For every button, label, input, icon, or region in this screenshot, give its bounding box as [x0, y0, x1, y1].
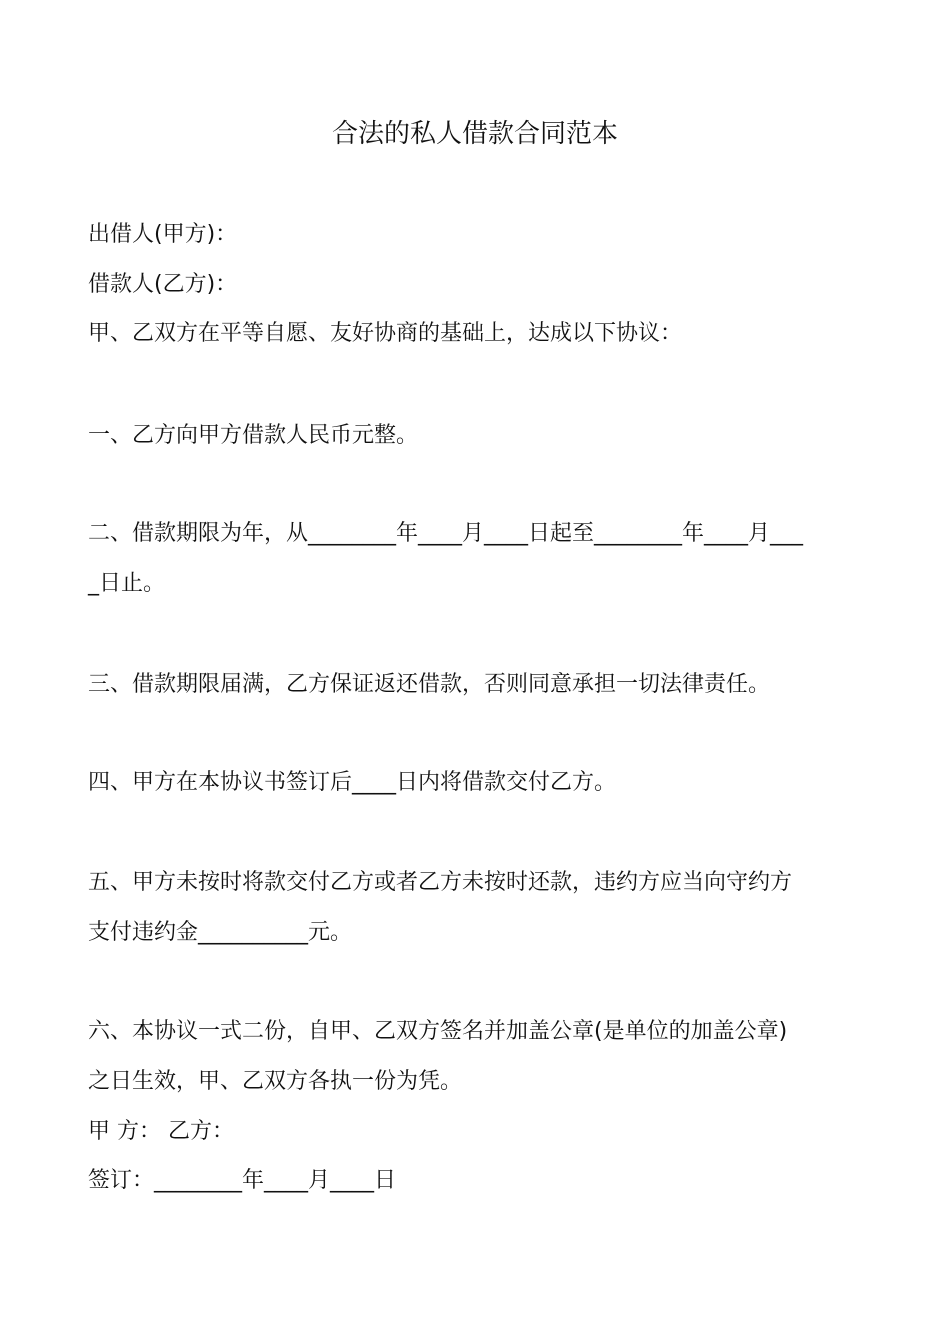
clause-1: 一、乙方向甲方借款人民币元整。	[88, 423, 419, 448]
clause-6-line-2: 之日生效，甲、乙双方各执一份为凭。	[88, 1069, 463, 1094]
clause-5-line-1: 五、甲方未按时将款交付乙方或者乙方未按时还款，违约方应当向守约方	[88, 870, 793, 895]
borrower-line: 借款人(乙方)：	[88, 272, 238, 297]
document-title: 合法的私人借款合同范本	[331, 119, 618, 149]
party-signature-line: 甲 方： 乙方：	[88, 1119, 234, 1144]
agreement-intro: 甲、乙双方在平等自愿、友好协商的基础上，达成以下协议：	[88, 321, 683, 346]
clause-2-line-1: 二、借款期限为年，从________年____月____日起至________年____月___	[88, 521, 804, 546]
clause-5-line-2: 支付违约金__________元。	[88, 920, 353, 945]
clause-3: 三、借款期限届满，乙方保证返还借款，否则同意承担一切法律责任。	[88, 672, 771, 697]
lender-line: 出借人(甲方)：	[88, 222, 238, 247]
clause-4: 四、甲方在本协议书签订后____日内将借款交付乙方。	[88, 770, 617, 795]
clause-6-line-1: 六、本协议一式二份，自甲、乙双方签名并加盖公章(是单位的加盖公章)	[88, 1019, 788, 1044]
signing-date-line: 签订：________年____月____日	[88, 1168, 397, 1193]
clause-2-line-2: _日止。	[88, 571, 166, 596]
